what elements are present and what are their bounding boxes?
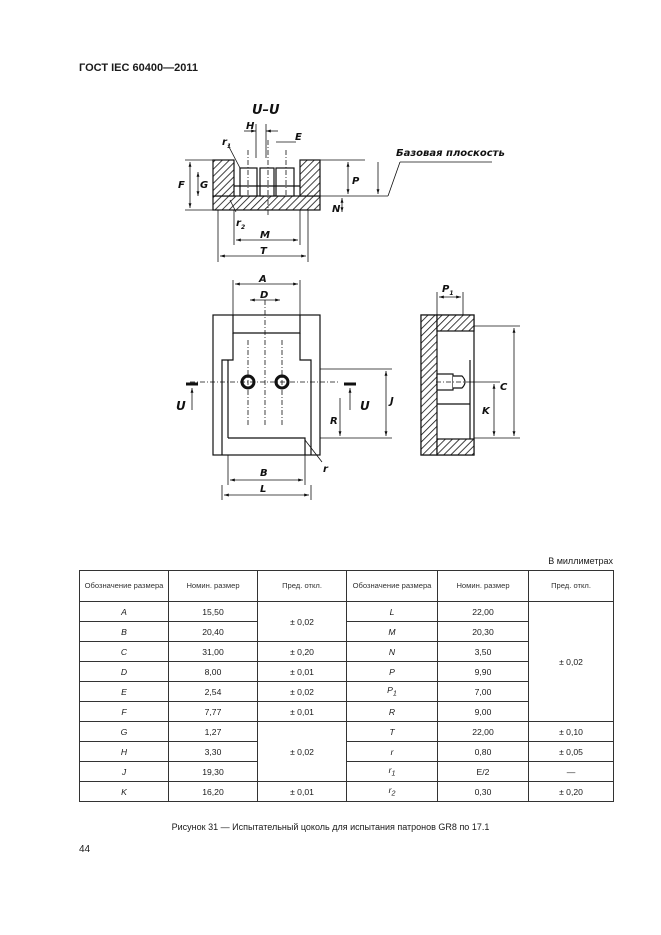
cell: M [347, 622, 438, 642]
dimensions-table [79, 570, 614, 802]
cell: E [80, 682, 169, 702]
cell: 7,00 [438, 682, 529, 702]
table-row [80, 782, 614, 802]
cell: J [80, 762, 169, 782]
cell: ± 0,02 [258, 722, 347, 782]
figure-caption: Рисунок 31 — Испытательный цоколь для испытания патронов GR8 по 17.1 [171, 822, 490, 832]
cell: ± 0,05 [529, 742, 614, 762]
cell: E/2 [438, 762, 529, 782]
dim-label-r: r [323, 464, 328, 475]
cell: C [80, 642, 169, 662]
cell: 9,00 [438, 702, 529, 722]
cell: 0,80 [438, 742, 529, 762]
dim-label-J: J [390, 396, 394, 407]
dim-label-N: N [332, 204, 341, 215]
cell: A [80, 602, 169, 622]
cell: r [347, 742, 438, 762]
section-title: U–U [252, 103, 280, 118]
cell: ± 0,01 [258, 702, 347, 722]
cell: 31,00 [169, 642, 258, 662]
cell: H [80, 742, 169, 762]
cell: F [80, 702, 169, 722]
cell: 9,90 [438, 662, 529, 682]
cell: 19,30 [169, 762, 258, 782]
cell: ± 0,02 [258, 682, 347, 702]
table-row [80, 602, 614, 622]
side-view [421, 315, 474, 455]
table-row [80, 742, 614, 762]
table-row [80, 722, 614, 742]
cell: 15,50 [169, 602, 258, 622]
col-header: Обозначение размера [80, 571, 169, 602]
cell: G [80, 722, 169, 742]
col-header: Номин. размер [169, 571, 258, 602]
dim-label-P: P [352, 176, 360, 187]
cell: L [347, 602, 438, 622]
cell: $r_1$ [347, 762, 438, 782]
cell: $P_1$ [347, 682, 438, 702]
cell: 20,30 [438, 622, 529, 642]
cell: ± 0,02 [529, 602, 614, 722]
dim-label-E: E [295, 132, 302, 143]
dim-label-B: B [260, 468, 268, 479]
base-plane-label: Базовая плоскость [396, 148, 505, 159]
cell: 0,30 [438, 782, 529, 802]
cell: 2,54 [169, 682, 258, 702]
dim-label-T: T [260, 246, 267, 257]
cell: B [80, 622, 169, 642]
cell: 3,50 [438, 642, 529, 662]
dim-label-D: D [260, 290, 269, 301]
dim-label-G: G [200, 180, 209, 191]
document-header: ГОСТ IEC 60400—2011 [79, 62, 198, 74]
cell: ± 0,20 [529, 782, 614, 802]
cell: 16,20 [169, 782, 258, 802]
dim-label-L: L [260, 484, 267, 495]
col-header: Обозначение размера [347, 571, 438, 602]
dim-label-r2: $r_2$ [236, 218, 246, 231]
cell: — [529, 762, 614, 782]
plan-dimensions [186, 280, 392, 500]
col-header: Пред. откл. [529, 571, 614, 602]
section-marker-right: U [360, 399, 370, 413]
cell: 22,00 [438, 722, 529, 742]
cell: ± 0,01 [258, 662, 347, 682]
col-header: Номин. размер [438, 571, 529, 602]
col-header: Пред. откл. [258, 571, 347, 602]
cell: 7,77 [169, 702, 258, 722]
dim-label-M: M [260, 230, 270, 241]
dim-label-C: C [500, 382, 508, 393]
section-marker-left: U [176, 399, 186, 413]
section-view [213, 140, 320, 215]
plan-view [190, 300, 340, 455]
dim-label-K: K [482, 406, 490, 417]
cell: K [80, 782, 169, 802]
table-header-row [80, 571, 614, 602]
cell: ± 0,01 [258, 782, 347, 802]
cell: ± 0,02 [258, 602, 347, 642]
dim-label-F: F [178, 180, 185, 191]
cell: ± 0,20 [258, 642, 347, 662]
dim-label-A: A [259, 274, 267, 285]
cell: N [347, 642, 438, 662]
dim-label-H: H [246, 121, 255, 132]
cell: T [347, 722, 438, 742]
dim-label-R: R [330, 416, 338, 427]
units-note: В миллиметрах [548, 556, 613, 566]
cell: 1,27 [169, 722, 258, 742]
page-number: 44 [79, 844, 91, 855]
cell: P [347, 662, 438, 682]
cell: 8,00 [169, 662, 258, 682]
table-row [80, 762, 614, 782]
cell: 3,30 [169, 742, 258, 762]
cell: ± 0,10 [529, 722, 614, 742]
cell: $r_2$ [347, 782, 438, 802]
dim-label-r1: $r_1$ [222, 137, 232, 150]
cell: 22,00 [438, 602, 529, 622]
cell: 20,40 [169, 622, 258, 642]
dim-label-P1: $P_1$ [442, 284, 454, 297]
cell: R [347, 702, 438, 722]
cell: D [80, 662, 169, 682]
